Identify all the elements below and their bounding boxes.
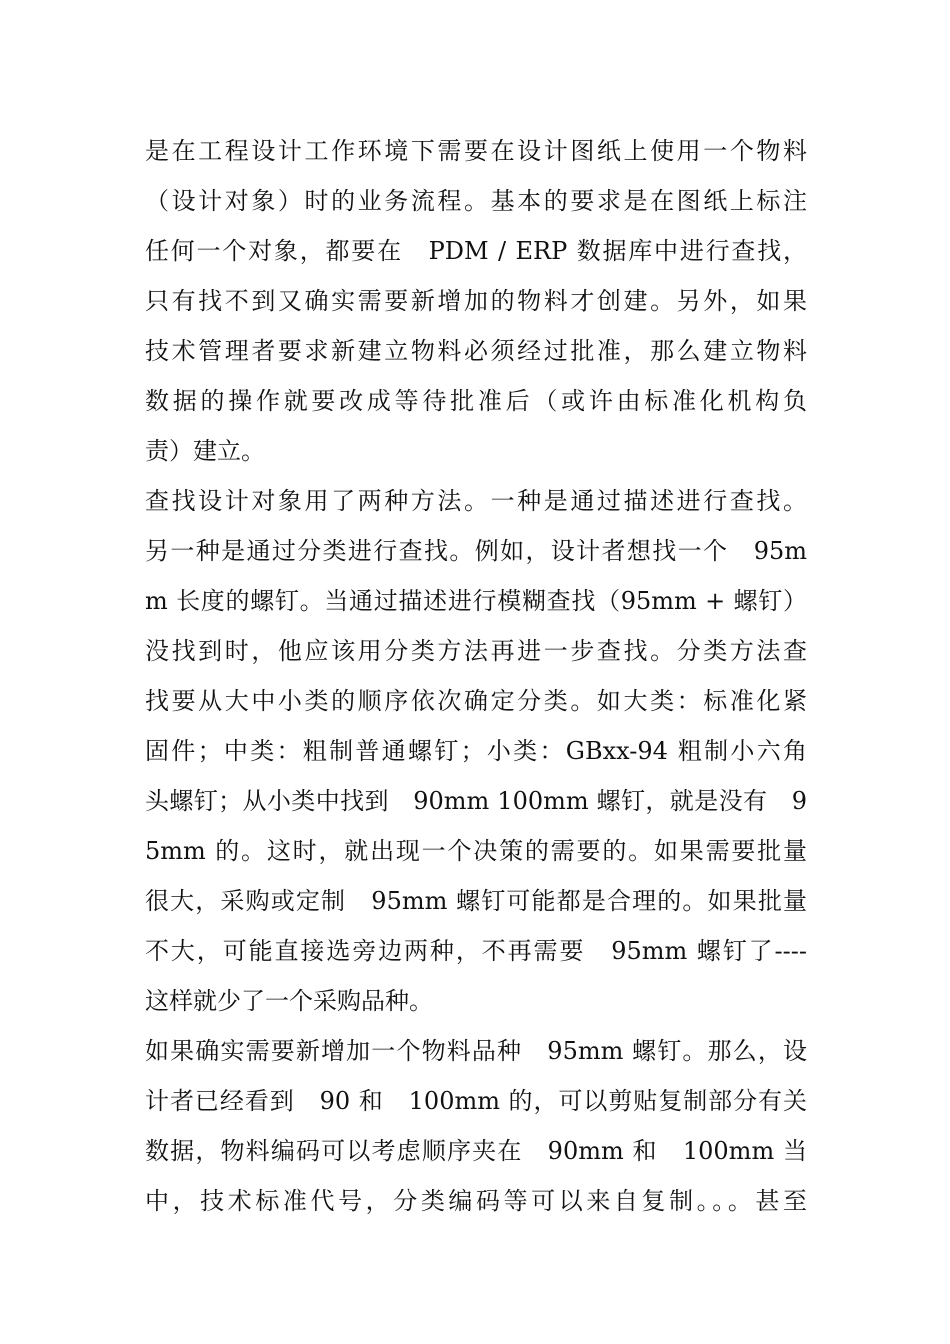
- text-line: 是在工程设计工作环境下需要在设计图纸上使用一个物料: [145, 137, 807, 165]
- text-line: 不大，可能直接选旁边两种，不再需要 95mm 螺钉了----: [145, 937, 807, 965]
- text-line: 另一种是通过分类进行查找。例如，设计者想找一个 95m: [145, 537, 807, 565]
- text-line: m 长度的螺钉。当通过描述进行模糊查找（95mm + 螺钉）: [145, 587, 807, 615]
- text-line: 查找设计对象用了两种方法。一种是通过描述进行查找。: [145, 487, 807, 515]
- text-line: 中，技术标准代号，分类编码等可以来自复制。。。甚至: [145, 1187, 807, 1215]
- text-line: 技术管理者要求新建立物料必须经过批准，那么建立物料: [145, 337, 807, 365]
- text-line: 头螺钉；从小类中找到 90mm 100mm 螺钉，就是没有 9: [145, 787, 807, 815]
- text-line: 数据的操作就要改成等待批准后（或许由标准化机构负: [145, 387, 807, 415]
- text-line: 如果确实需要新增加一个物料品种 95mm 螺钉。那么，设: [145, 1037, 807, 1065]
- text-line: 找要从大中小类的顺序依次确定分类。如大类：标准化紧: [145, 687, 807, 715]
- text-line: 5mm 的。这时，就出现一个决策的需要的。如果需要批量: [145, 837, 807, 865]
- text-line: 固件；中类：粗制普通螺钉；小类：GBxx-94 粗制小六角: [145, 737, 807, 765]
- text-line: 没找到时，他应该用分类方法再进一步查找。分类方法查: [145, 637, 807, 665]
- text-line: 责）建立。: [145, 437, 265, 465]
- text-line: 数据，物料编码可以考虑顺序夹在 90mm 和 100mm 当: [145, 1137, 807, 1165]
- text-line: 很大，采购或定制 95mm 螺钉可能都是合理的。如果批量: [145, 887, 807, 915]
- text-line: 只有找不到又确实需要新增加的物料才创建。另外，如果: [145, 287, 807, 315]
- text-line: （设计对象）时的业务流程。基本的要求是在图纸上标注: [145, 187, 807, 215]
- text-line: 计者已经看到 90 和 100mm 的，可以剪贴复制部分有关: [145, 1087, 807, 1115]
- text-line: 任何一个对象，都要在 PDM / ERP 数据库中进行查找，: [145, 237, 807, 265]
- text-line: 这样就少了一个采购品种。: [145, 987, 433, 1015]
